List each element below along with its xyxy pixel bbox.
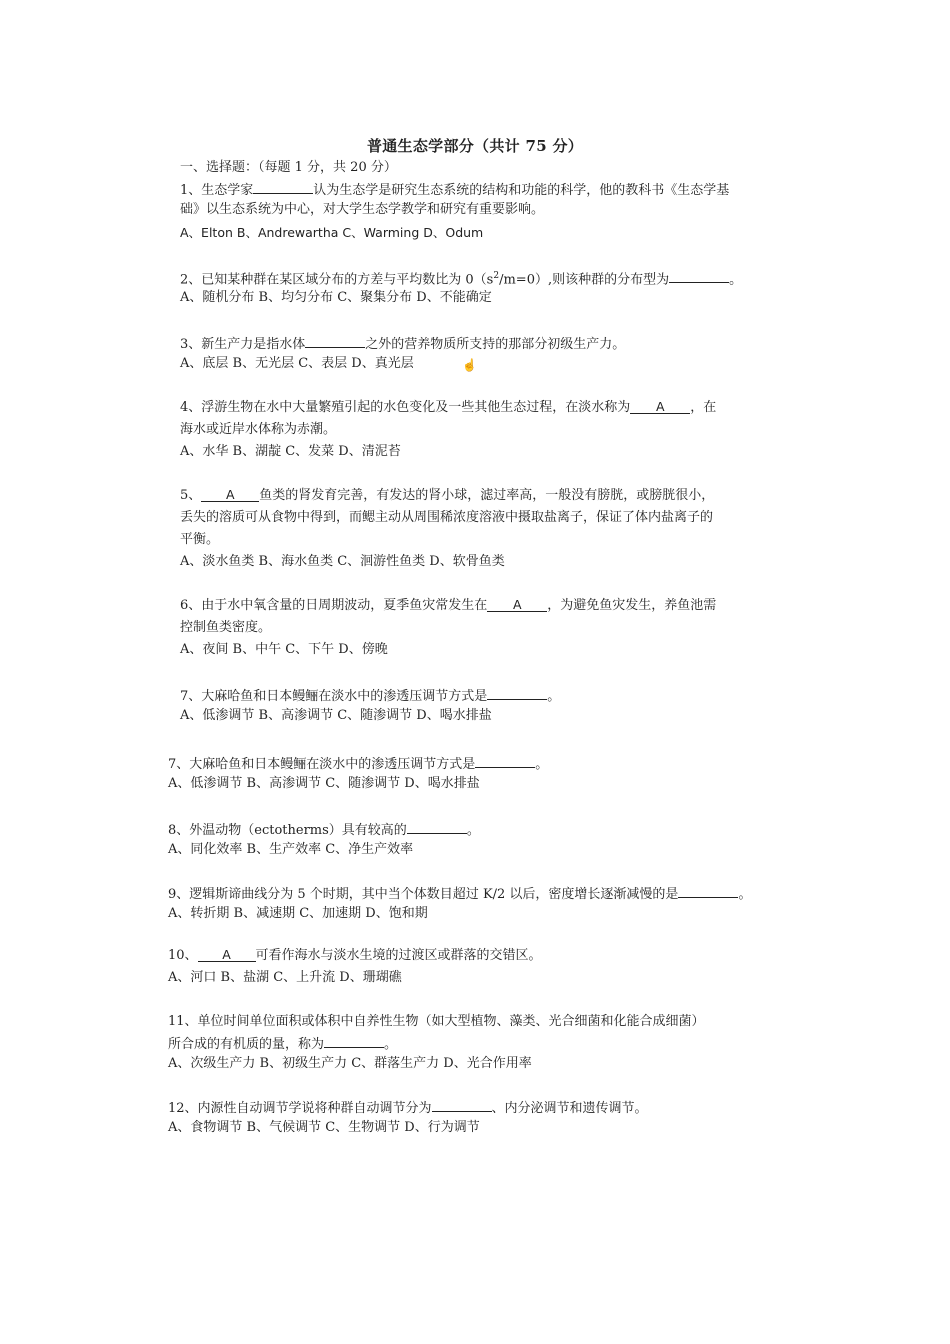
question-4 [180,400,716,416]
question-text: ，在 [690,400,717,415]
question-text: 7、大麻哈鱼和日本鳗鲡在淡水中的渗透压调节方式是 [180,689,488,704]
question-2-options: A、随机分布 B、均匀分布 C、聚集分布 D、不能确定 [180,290,492,305]
question-text: 1、生态学家 [180,183,254,198]
question-text: 7、大麻哈鱼和日本鳗鲡在淡水中的渗透压调节方式是 [168,757,476,772]
question-6-options: A、夜间 B、中午 C、下午 D、傍晚 [180,642,388,657]
question-7 [180,686,560,705]
question-11-options: A、次级生产力 B、初级生产力 C、群落生产力 D、光合作用率 [168,1056,532,1071]
question-text: 。 [535,757,549,772]
answer-blank [678,884,738,898]
answer-blank [324,1034,384,1048]
question-text: 10、 [168,948,198,963]
question-text: 、内分泌调节和遗传调节。 [491,1101,648,1116]
question-5-line2: 丢失的溶质可从食物中得到，而鳃主动从周围稀浓度溶液中摄取盐离子，保证了体内盐离子的 [180,510,714,525]
section-heading: 一、选择题：（每题 1 分，共 20 分） [180,160,397,175]
question-4-line2: 海水或近岸水体称为赤潮。 [180,422,337,437]
question-11-line2 [168,1034,397,1053]
question-9 [168,884,751,903]
answer-blank: A [630,400,690,414]
answer-blank: A [487,598,547,612]
question-text: 3、新生产力是指水体 [180,337,306,352]
question-10-options: A、河口 B、盐湖 C、上升流 D、珊瑚礁 [168,970,402,985]
question-5-options: A、淡水鱼类 B、海水鱼类 C、洄游性鱼类 D、软骨鱼类 [180,554,505,569]
answer-blank [407,820,467,834]
answer-blank [432,1098,492,1112]
question-text: 6、由于水中氧含量的日周期波动，夏季鱼灾常发生在 [180,598,488,613]
question-1-line2: 础》以生态系统为中心，对大学生态学教学和研究有重要影响。 [180,202,545,217]
answer-blank [487,686,547,700]
question-text: 9、逻辑斯谛曲线分为 5 个时期，其中当个体数目超过 K/2 以后，密度增长逐渐减慢的是 [168,887,679,902]
question-6 [180,598,716,614]
question-text: 12、内源性自动调节学说将种群自动调节分为 [168,1101,432,1116]
question-text: 5、 [180,488,202,503]
answer-blank [475,754,535,768]
question-1 [180,180,729,199]
question-11: 11、单位时间单位面积或体积中自养性生物（如大型植物、藻类、光合细菌和化能合成细菌） [168,1014,705,1029]
question-text: 。 [738,887,752,902]
question-text: 之外的营养物质所支持的那部分初级生产力。 [365,337,626,352]
question-text: 鱼类的肾发育完善，有发达的肾小球，滤过率高，一般没有膀胱，或膀胱很小， [259,488,715,503]
question-text: 认为生态学是研究生态系统的结构和功能的科学，他的教科书《生态学基 [313,183,730,198]
question-text: 所合成的有机质的量，称为 [168,1037,325,1052]
question-text: /m=0）,则该种群的分布型为 [499,272,670,288]
question-text: ，为避免鱼灾发生，养鱼池需 [547,598,717,613]
question-7-options: A、低渗调节 B、高渗调节 C、随渗调节 D、喝水排盐 [180,708,492,723]
superscript: 2 [493,271,500,281]
answer-blank: A [198,948,256,962]
question-9-options: A、转折期 B、减速期 C、加速期 D、饱和期 [168,906,428,921]
question-text: 。 [729,272,743,288]
question-8 [168,820,480,839]
question-text: 可看作海水与淡水生境的过渡区或群落的交错区。 [255,948,542,963]
question-12 [168,1098,648,1117]
question-text: 。 [547,689,561,704]
question-2 [180,268,742,288]
answer-blank [305,334,365,348]
question-1-options: A、Elton B、Andrewartha C、Warming D、Odum [180,225,484,240]
question-text: 8、外温动物（ectotherms）具有较高的 [168,823,407,838]
question-8-options: A、同化效率 B、生产效率 C、净生产效率 [168,842,414,857]
question-10 [168,948,542,964]
question-3 [180,334,625,353]
answer-blank [253,180,313,194]
question-12-options: A、食物调节 B、气候调节 C、生物调节 D、行为调节 [168,1120,480,1135]
question-7-duplicate [168,754,548,773]
question-3-options: A、底层 B、无光层 C、表层 D、真光层 [180,356,414,371]
question-text: 。 [466,823,480,838]
question-text: 4、浮游生物在水中大量繁殖引起的水色变化及一些其他生态过程，在淡水称为 [180,400,631,415]
question-7-duplicate-options: A、低渗调节 B、高渗调节 C、随渗调节 D、喝水排盐 [168,776,480,791]
question-4-options: A、水华 B、湖靛 C、发菜 D、清泥苔 [180,444,401,459]
hand-cursor-icon: ☝ [462,358,477,372]
answer-blank: A [201,488,259,502]
question-text: 。 [384,1037,398,1052]
question-5 [180,488,714,504]
question-5-line3: 平衡。 [180,532,220,547]
question-6-line2: 控制鱼类密度。 [180,620,272,635]
question-text: 2、已知某种群在某区域分布的方差与平均数比为 0（s [180,272,494,288]
page-title: 普通生态学部分（共计 75 分） [366,137,584,155]
answer-blank [669,269,729,283]
